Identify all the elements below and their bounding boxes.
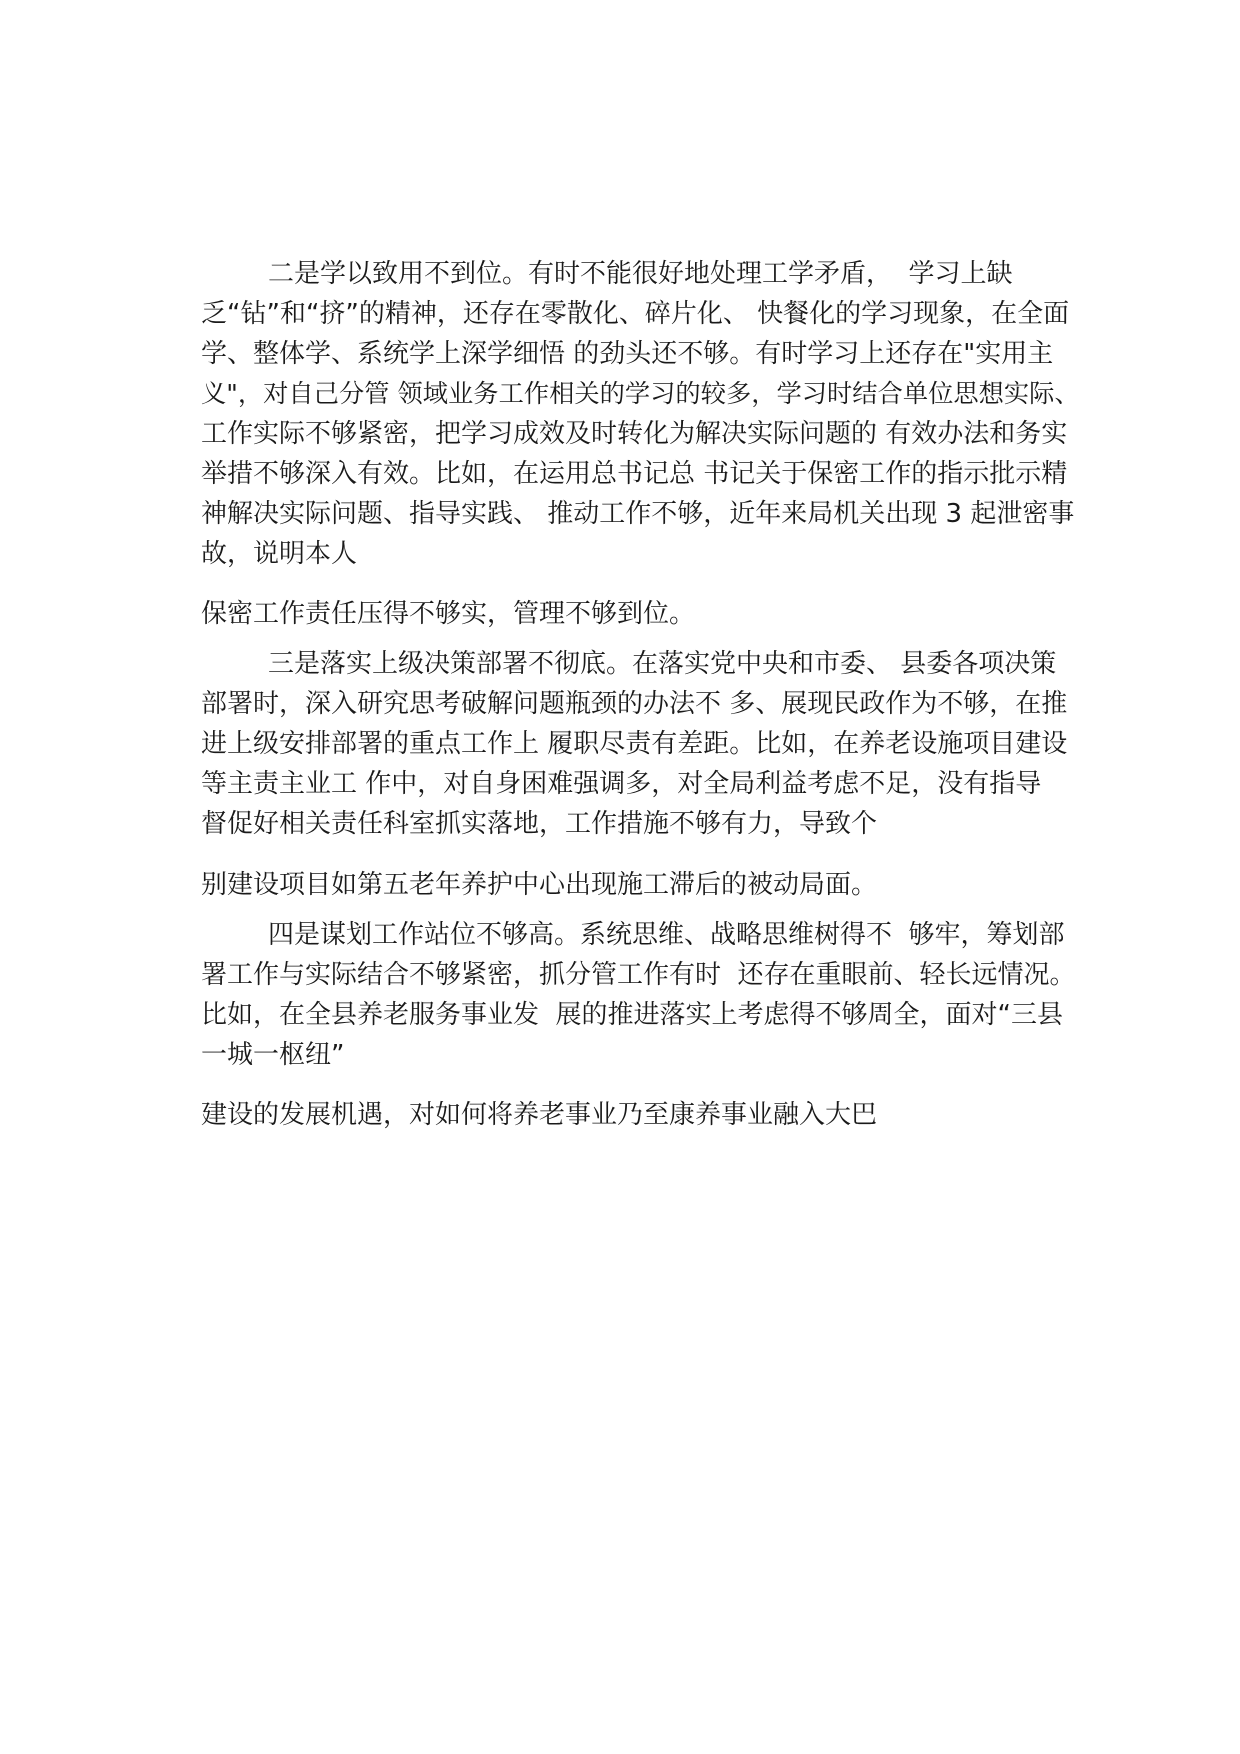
paragraph-line: 四是谋划工作站位不够高。系统思维、战略思维树得不 够牢，筹划部 — [268, 920, 1065, 950]
paragraph-line: 进上级安排部署的重点工作上 履职尽责有差距。比如，在养老设施项目建设 — [201, 729, 1068, 759]
paragraph-line: 工作实际不够紧密，把学习成效及时转化为解决实际问题的 有效办法和务实 — [201, 419, 1068, 449]
paragraph-line: 三是落实上级决策部署不彻底。在落实党中央和市委、 县委各项决策 — [268, 649, 1057, 679]
paragraph-line: 等主责主业工 作中，对自身困难强调多，对全局利益考虑不足，没有指导 — [201, 769, 1042, 799]
paragraph-line: 二是学以致用不到位。有时不能很好地处理工学矛盾， 学习上缺 — [268, 259, 1013, 289]
paragraph-line: 部署时，深入研究思考破解问题瓶颈的办法不 多、展现民政作为不够，在推 — [201, 689, 1068, 719]
paragraph-line: 建设的发展机遇，对如何将养老事业乃至康养事业融入大巴 — [201, 1100, 878, 1130]
paragraph-line: 别建设项目如第五老年养护中心出现施工滞后的被动局面。 — [201, 870, 878, 900]
paragraph-line: 举措不够深入有效。比如，在运用总书记总 书记关于保密工作的指示批示精 — [201, 459, 1068, 489]
paragraph-line: 比如，在全县养老服务事业发 展的推进落实上考虑得不够周全，面对“三县 — [201, 1000, 1063, 1030]
paragraph-line: 署工作与实际结合不够紧密，抓分管工作有时 还存在重眼前、轻长远情况。 — [201, 960, 1076, 990]
paragraph-line: 义"，对自己分管 领域业务工作相关的学习的较多，学习时结合单位思想实际、 — [201, 379, 1080, 408]
paragraph-line: 督促好相关责任科室抓实落地，工作措施不够有力，导致个 — [201, 809, 878, 839]
paragraph-line: 故，说明本人 — [201, 539, 358, 569]
paragraph-line: 乏“钻”和“挤”的精神，还存在零散化、碎片化、 快餐化的学习现象，在全面 — [201, 299, 1070, 329]
paragraph-line: 学、整体学、系统学上深学细悟 的劲头还不够。有时学习上还存在"实用主 — [201, 339, 1054, 369]
paragraph-line: 保密工作责任压得不够实，管理不够到位。 — [201, 599, 696, 629]
paragraph-line: 一城一枢纽” — [201, 1040, 345, 1070]
paragraph-line: 神解决实际问题、指导实践、 推动工作不够，近年来局机关出现 3 起泄密事 — [201, 499, 1075, 529]
